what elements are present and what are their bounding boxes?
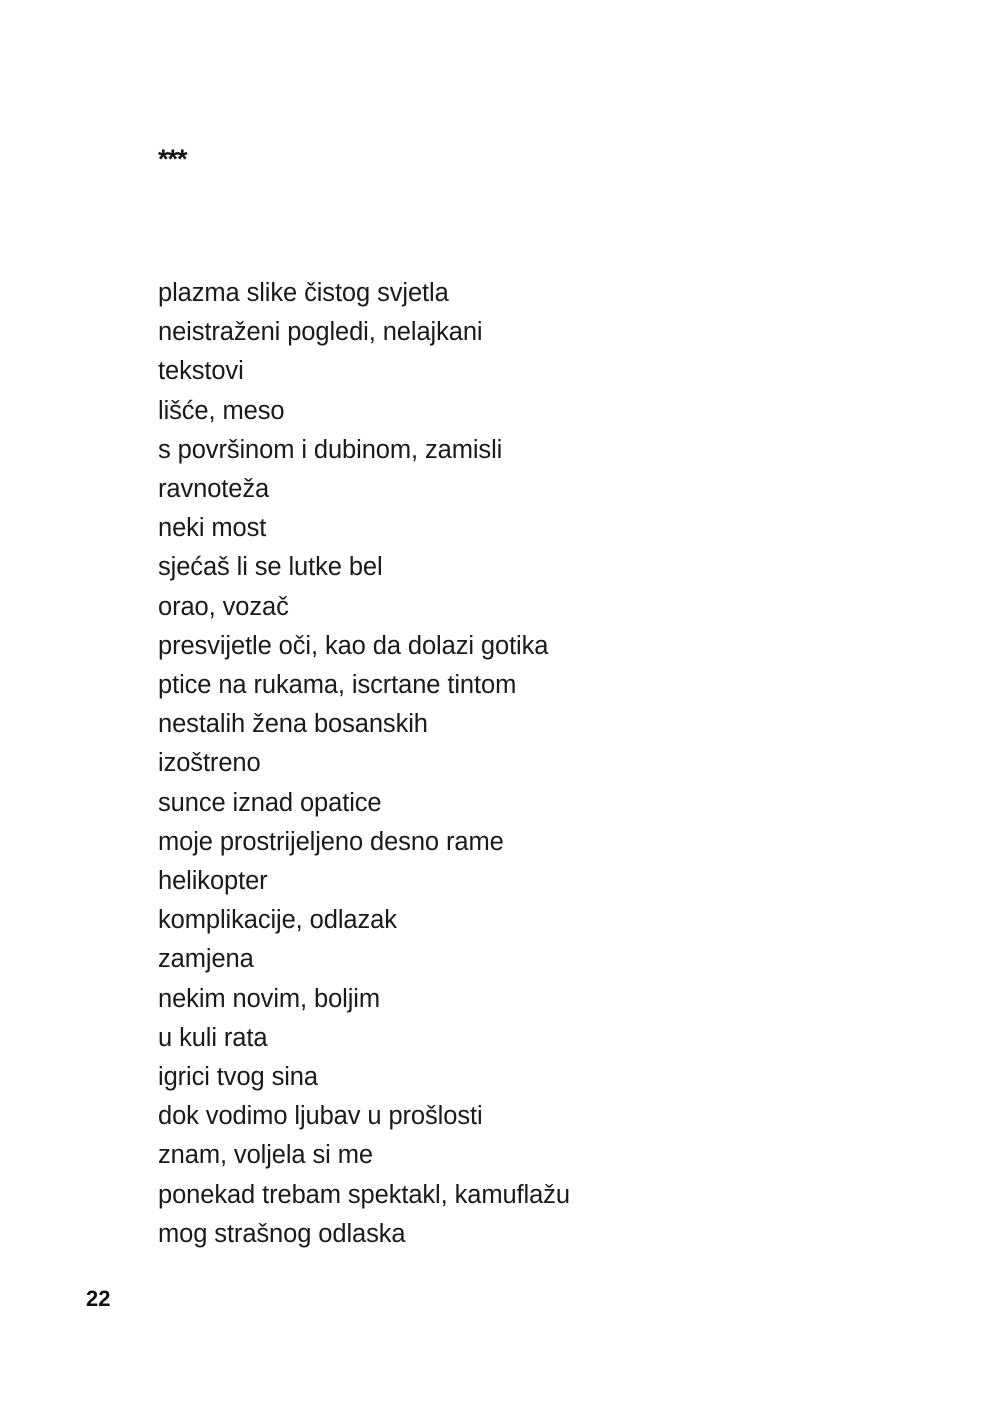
poem-line: ptice na rukama, iscrtane tintom (158, 671, 517, 700)
poem-line: nekim novim, boljim (158, 984, 380, 1013)
poem-separator: *** (158, 144, 187, 174)
poem-line: presvijetle oči, kao da dolazi gotika (158, 631, 549, 660)
poem-line: znam, voljela si me (158, 1141, 373, 1170)
poem-line: moje prostrijeljeno desno rame (158, 827, 504, 856)
poem-line: zamjena (158, 945, 254, 974)
poem-line: komplikacije, odlazak (158, 906, 397, 935)
poem-line: ravnoteža (158, 475, 270, 504)
poem-line: neki most (158, 514, 267, 543)
poem-line: helikopter (158, 867, 268, 896)
poem-line: tekstovi (158, 357, 244, 386)
poem-line: sunce iznad opatice (158, 788, 382, 817)
poem-line: mog strašnog odlaska (158, 1219, 406, 1248)
poem-line: orao, vozač (158, 592, 289, 621)
page-number: 22 (86, 1286, 111, 1311)
poem-line: neistraženi pogledi, nelajkani (158, 318, 483, 347)
poem-line: u kuli rata (158, 1023, 268, 1052)
poem-line: nestalih žena bosanskih (158, 710, 428, 739)
poem-line: sjećaš li se lutke bel (158, 553, 383, 582)
poem-line: igrici tvog sina (158, 1063, 318, 1092)
poem-line: ponekad trebam spektakl, kamuflažu (158, 1180, 570, 1209)
poem-body (158, 274, 898, 1254)
poem-line: s površinom i dubinom, zamisli (158, 435, 503, 464)
poem-line: plazma slike čistog svjetla (158, 279, 449, 307)
poem-line: izoštreno (158, 749, 261, 778)
poem-line: lišće, meso (158, 396, 285, 425)
poem-line: dok vodimo ljubav u prošlosti (158, 1102, 483, 1131)
